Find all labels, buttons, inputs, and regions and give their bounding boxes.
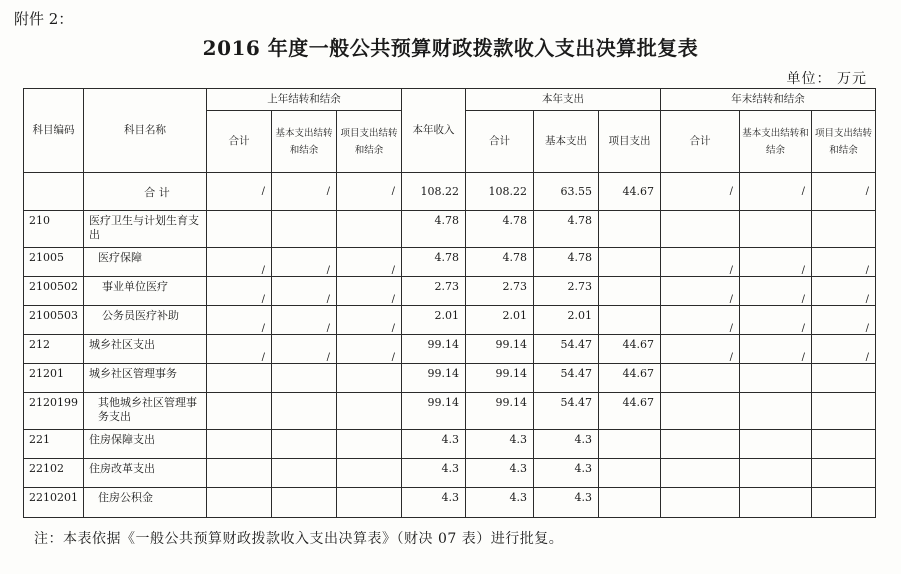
row-income: 2.73 xyxy=(402,277,466,306)
header-prev-project: 项目支出结转和结余 xyxy=(337,111,402,173)
row-code: 21005 xyxy=(24,248,84,277)
total-exp-project: 44.67 xyxy=(599,173,661,211)
row-name: 其他城乡社区管理事务支出 xyxy=(84,393,207,430)
row-exp-project xyxy=(599,459,661,488)
row-exp-basic: 4.3 xyxy=(534,430,599,459)
unit-label: 单位： 万元 xyxy=(786,71,867,87)
row-end-project xyxy=(812,364,876,393)
row-exp-total: 2.01 xyxy=(466,306,534,335)
total-exp-basic: 63.55 xyxy=(534,173,599,211)
row-income: 2.01 xyxy=(402,306,466,335)
row-prev-project: / xyxy=(337,248,402,277)
header-end-basic: 基本支出结转和结余 xyxy=(740,111,812,173)
table-row xyxy=(24,430,876,459)
row-prev-basic xyxy=(272,430,337,459)
row-code: 2100502 xyxy=(24,277,84,306)
row-name: 医疗卫生与计划生育支出 xyxy=(84,211,207,248)
row-end-project xyxy=(812,430,876,459)
row-prev-total xyxy=(207,364,272,393)
row-exp-total: 4.78 xyxy=(466,248,534,277)
row-end-project: / xyxy=(812,306,876,335)
row-name: 事业单位医疗 xyxy=(84,277,207,306)
row-exp-total: 99.14 xyxy=(466,393,534,430)
row-prev-project: / xyxy=(337,277,402,306)
table-row xyxy=(24,488,876,518)
row-end-basic: / xyxy=(740,277,812,306)
row-exp-basic: 2.01 xyxy=(534,306,599,335)
header-end-project: 项目支出结转和结余 xyxy=(812,111,876,173)
row-prev-project xyxy=(337,488,402,518)
row-exp-basic: 4.78 xyxy=(534,248,599,277)
row-exp-project xyxy=(599,430,661,459)
row-prev-total xyxy=(207,393,272,430)
row-exp-project: 44.67 xyxy=(599,335,661,364)
row-end-total: / xyxy=(661,277,740,306)
row-end-total xyxy=(661,488,740,518)
header-exp-group: 本年支出 xyxy=(466,89,661,111)
header-prev-group: 上年结转和结余 xyxy=(207,89,402,111)
attachment-label: 附件 2： xyxy=(14,10,74,28)
total-end-basic: / xyxy=(740,173,812,211)
row-name: 医疗保障 xyxy=(84,248,207,277)
table-row xyxy=(24,211,876,248)
row-end-total xyxy=(661,393,740,430)
table-row xyxy=(24,335,876,364)
row-exp-total: 99.14 xyxy=(466,335,534,364)
row-exp-basic: 54.47 xyxy=(534,364,599,393)
row-name: 公务员医疗补助 xyxy=(84,306,207,335)
row-end-basic xyxy=(740,211,812,248)
row-prev-total xyxy=(207,211,272,248)
table-row xyxy=(24,364,876,393)
row-end-total xyxy=(661,430,740,459)
row-income: 99.14 xyxy=(402,393,466,430)
row-prev-basic xyxy=(272,364,337,393)
row-exp-project xyxy=(599,211,661,248)
row-end-basic: / xyxy=(740,306,812,335)
total-row xyxy=(24,173,876,211)
row-code: 221 xyxy=(24,430,84,459)
row-prev-project xyxy=(337,430,402,459)
row-prev-total xyxy=(207,488,272,518)
row-end-total xyxy=(661,459,740,488)
total-prev-total: / xyxy=(207,173,272,211)
row-exp-basic: 54.47 xyxy=(534,393,599,430)
row-end-project xyxy=(812,459,876,488)
total-prev-project: / xyxy=(337,173,402,211)
row-exp-basic: 4.78 xyxy=(534,211,599,248)
row-prev-basic xyxy=(272,488,337,518)
row-prev-basic: / xyxy=(272,277,337,306)
row-prev-total: / xyxy=(207,306,272,335)
row-prev-total: / xyxy=(207,335,272,364)
header-income: 本年收入 xyxy=(402,89,466,173)
row-exp-total: 4.3 xyxy=(466,459,534,488)
row-end-basic: / xyxy=(740,335,812,364)
table-row xyxy=(24,459,876,488)
total-label: 合 计 xyxy=(84,173,207,211)
row-code: 2210201 xyxy=(24,488,84,518)
row-code: 212 xyxy=(24,335,84,364)
row-exp-project: 44.67 xyxy=(599,364,661,393)
header-exp-total: 合计 xyxy=(466,111,534,173)
header-name: 科目名称 xyxy=(84,89,207,173)
row-end-basic: / xyxy=(740,248,812,277)
total-prev-basic: / xyxy=(272,173,337,211)
row-prev-project xyxy=(337,459,402,488)
row-exp-basic: 54.47 xyxy=(534,335,599,364)
row-prev-project xyxy=(337,211,402,248)
row-end-basic xyxy=(740,459,812,488)
row-income: 99.14 xyxy=(402,335,466,364)
row-prev-basic: / xyxy=(272,306,337,335)
row-income: 4.3 xyxy=(402,488,466,518)
table-row xyxy=(24,248,876,277)
total-end-total: / xyxy=(661,173,740,211)
total-code-cell xyxy=(24,173,84,211)
row-income: 4.78 xyxy=(402,248,466,277)
header-exp-basic: 基本支出 xyxy=(534,111,599,173)
table-row xyxy=(24,393,876,430)
row-code: 210 xyxy=(24,211,84,248)
row-prev-project: / xyxy=(337,306,402,335)
row-income: 4.3 xyxy=(402,430,466,459)
row-name: 住房保障支出 xyxy=(84,430,207,459)
row-end-project: / xyxy=(812,335,876,364)
row-income: 99.14 xyxy=(402,364,466,393)
row-name: 城乡社区支出 xyxy=(84,335,207,364)
row-prev-basic: / xyxy=(272,335,337,364)
header-end-group: 年末结转和结余 xyxy=(661,89,876,111)
header-code: 科目编码 xyxy=(24,89,84,173)
row-name: 城乡社区管理事务 xyxy=(84,364,207,393)
row-income: 4.3 xyxy=(402,459,466,488)
row-prev-project xyxy=(337,364,402,393)
row-exp-basic: 4.3 xyxy=(534,488,599,518)
row-exp-basic: 2.73 xyxy=(534,277,599,306)
row-exp-total: 4.78 xyxy=(466,211,534,248)
row-end-total xyxy=(661,364,740,393)
row-end-basic xyxy=(740,430,812,459)
row-name: 住房改革支出 xyxy=(84,459,207,488)
row-exp-project xyxy=(599,488,661,518)
row-code: 2120199 xyxy=(24,393,84,430)
total-end-project: / xyxy=(812,173,876,211)
row-prev-project: / xyxy=(337,335,402,364)
row-end-total: / xyxy=(661,335,740,364)
header-end-total: 合计 xyxy=(661,111,740,173)
total-income: 108.22 xyxy=(402,173,466,211)
row-exp-basic: 4.3 xyxy=(534,459,599,488)
row-prev-project xyxy=(337,393,402,430)
row-end-project xyxy=(812,211,876,248)
header-prev-total: 合计 xyxy=(207,111,272,173)
row-prev-basic xyxy=(272,211,337,248)
row-end-total: / xyxy=(661,248,740,277)
row-end-project: / xyxy=(812,277,876,306)
page-title: 2016 年度一般公共预算财政拨款收入支出决算批复表 xyxy=(202,36,699,60)
total-exp-total: 108.22 xyxy=(466,173,534,211)
table-row xyxy=(24,277,876,306)
row-end-basic xyxy=(740,488,812,518)
row-exp-project xyxy=(599,277,661,306)
row-exp-total: 99.14 xyxy=(466,364,534,393)
row-prev-basic: / xyxy=(272,248,337,277)
row-exp-total: 4.3 xyxy=(466,430,534,459)
header-prev-basic: 基本支出结转和结余 xyxy=(272,111,337,173)
budget-table xyxy=(23,88,876,518)
table-row xyxy=(24,306,876,335)
header-exp-project: 项目支出 xyxy=(599,111,661,173)
footnote: 注：本表依据《一般公共预算财政拨款收入支出决算表》（财决 07 表）进行批复。 xyxy=(34,531,564,547)
row-prev-basic xyxy=(272,459,337,488)
row-income: 4.78 xyxy=(402,211,466,248)
row-prev-basic xyxy=(272,393,337,430)
row-exp-project xyxy=(599,248,661,277)
row-exp-total: 2.73 xyxy=(466,277,534,306)
row-exp-project: 44.67 xyxy=(599,393,661,430)
row-end-total xyxy=(661,211,740,248)
row-end-project xyxy=(812,488,876,518)
row-code: 2100503 xyxy=(24,306,84,335)
row-prev-total: / xyxy=(207,248,272,277)
row-end-project xyxy=(812,393,876,430)
row-prev-total xyxy=(207,430,272,459)
row-code: 22102 xyxy=(24,459,84,488)
row-end-total: / xyxy=(661,306,740,335)
row-prev-total: / xyxy=(207,277,272,306)
row-end-project: / xyxy=(812,248,876,277)
row-exp-project xyxy=(599,306,661,335)
row-code: 21201 xyxy=(24,364,84,393)
row-exp-total: 4.3 xyxy=(466,488,534,518)
row-prev-total xyxy=(207,459,272,488)
row-name: 住房公积金 xyxy=(84,488,207,518)
row-end-basic xyxy=(740,364,812,393)
row-end-basic xyxy=(740,393,812,430)
